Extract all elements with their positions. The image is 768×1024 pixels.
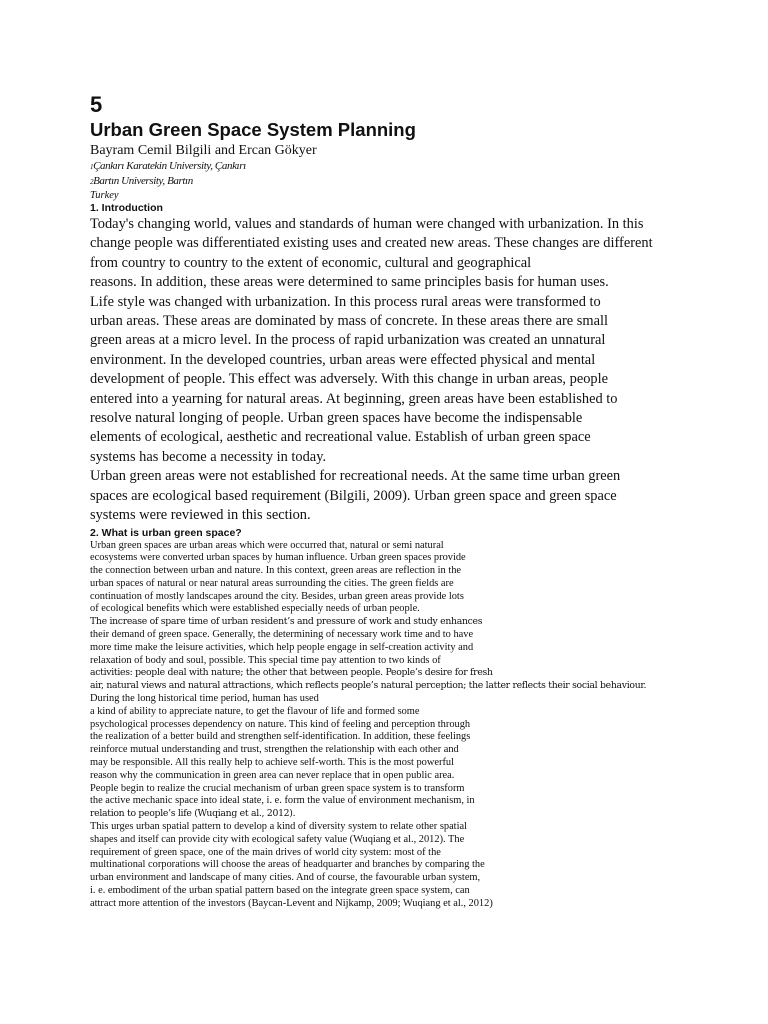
section-urban-green-space-body	[90, 540, 690, 911]
text-line: shapes and itself can provide city with ecological safety value (Wuqiang et al., 2012). The	[90, 833, 465, 845]
text-line: During the long historical time period, human has used	[90, 693, 319, 705]
section-heading-urban-green-space: 2. What is urban green space?	[90, 526, 242, 539]
affiliation-marker: 2	[90, 178, 94, 186]
text-line: The increase of spare time of urban resident’s and pressure of work and study enhances	[90, 616, 483, 628]
text-line: Urban green areas were not established for recreational needs. At the same time urban green	[90, 468, 621, 485]
affiliation	[90, 174, 690, 189]
text-line: development of people. This effect was adversely. With this change in urban areas, people	[90, 371, 608, 388]
text-line: resolve natural longing of people. Urban green spaces have become the indispensable	[90, 410, 583, 427]
text-line: psychological processes dependency on nature. This kind of feeling and perception through	[90, 718, 471, 730]
text-line: elements of ecological, aesthetic and recreational value. Establish of urban green space	[90, 429, 591, 446]
text-line: relaxation of body and soul, possible. This special time pay attention to two kinds of	[90, 654, 441, 666]
text-line: This urges urban spatial pattern to develop a kind of diversity system to relate other spatial	[90, 821, 467, 833]
text-line: from country to country to the extent of economic, cultural and geographical	[90, 254, 532, 271]
text-line: Urban green spaces are urban areas which were occurred that, natural or semi natural	[90, 539, 444, 551]
text-line: environment. In the developed countries, urban areas were effected physical and mental	[90, 351, 596, 368]
text-line: urban spaces of natural or near natural areas surrounding the cities. The green fields are	[90, 577, 454, 589]
text-line: urban areas. These areas are dominated by mass of concrete. In these areas there are small	[90, 313, 608, 330]
text-line: Today's changing world, values and standards of human were changed with urbanization. In this	[90, 216, 644, 232]
text-line: ecosystems were converted urban spaces by human influence. Urban green spaces provide	[90, 552, 466, 564]
affiliation	[90, 159, 690, 174]
text-line: the realization of a better build and strengthen self-identification. In addition, these feelings	[90, 731, 471, 743]
chapter-number: 5	[90, 92, 103, 117]
text-line: spaces are ecological based requirement (Bilgili, 2009). Urban green space and green space	[90, 487, 617, 504]
affiliation-marker: 1	[90, 163, 94, 171]
text-line: the active mechanic space into ideal state, i. e. form the value of environment mechanism, in	[90, 795, 475, 807]
authors: Bayram Cemil Bilgili and Ercan Gökyer	[90, 143, 317, 158]
text-line: reinforce mutual understanding and trust, strengthen the relationship with each other and	[90, 744, 459, 756]
section-introduction-body	[90, 215, 690, 526]
text-line: a kind of ability to appreciate nature, to get the flavour of life and formed some	[90, 705, 420, 717]
text-line: Life style was changed with urbanization. In this process rural areas were transformed to	[90, 293, 601, 310]
text-line: relation to people’s life (Wuqiang et al., 2012).	[90, 808, 296, 820]
affiliation-text: Çankırı Karatekin University, Çankırı	[93, 160, 246, 172]
text-line: air, natural views and natural attractions, which reflects people’s natural perception; the latter reflects their social behaviour.	[90, 680, 647, 692]
text-line: activities: people deal with nature; the other that between people. People’s desire for fresh	[90, 667, 493, 679]
section-heading-introduction: 1. Introduction	[90, 202, 163, 214]
affiliation-text: Bartın University, Bartın	[93, 175, 193, 187]
text-line: change people was differentiated existing uses and created new areas. These changes are different	[90, 235, 653, 252]
text-line: People begin to realize the crucial mechanism of urban green space system is to transform	[90, 782, 465, 794]
text-line: systems has become a necessity in today.	[90, 448, 327, 465]
text-line: multinational corporations will choose the areas of headquarter and branches by comparing the	[90, 859, 485, 871]
text-line: more time make the leisure activities, which help people engage in self-creation activity and	[90, 641, 474, 653]
text-line: of ecological benefits which were established especially needs of urban people.	[90, 603, 420, 615]
text-line: attract more attention of the investors (Baycan-Levent and Nijkamp, 2009; Wuqiang et al., 2012)	[90, 897, 493, 909]
text-line: may be responsible. All this really help to achieve self-worth. This is the most powerful	[90, 757, 454, 769]
text-line: systems were reviewed in this section.	[90, 507, 311, 524]
text-line: continuation of mostly landscapes around the city. Besides, urban green areas provide lots	[90, 590, 464, 602]
text-line: entered into a yearning for natural areas. At beginning, green areas have been established to	[90, 390, 618, 407]
document-page	[90, 92, 690, 911]
text-line: reasons. In addition, these areas were determined to same principles basis for human uses.	[90, 274, 609, 291]
text-line: reason why the communication in green area can never replace that in open public area.	[90, 769, 455, 781]
chapter-title: Urban Green Space System Planning	[90, 119, 416, 140]
text-line: their demand of green space. Generally, the determining of necessary work time and to have	[90, 629, 474, 641]
country: Turkey	[90, 190, 119, 201]
text-line: the connection between urban and nature. In this context, green areas are reflection in the	[90, 565, 462, 577]
text-line: green areas at a micro level. In the process of rapid urbanization was created an unnatural	[90, 332, 606, 349]
text-line: urban environment and landscape of many cities. And of course, the favourable urban system,	[90, 872, 481, 884]
text-line: i. e. embodiment of the urban spatial pattern based on the integrate green space system, can	[90, 885, 470, 897]
text-line: requirement of green space, one of the main drives of world city system: most of the	[90, 846, 441, 858]
